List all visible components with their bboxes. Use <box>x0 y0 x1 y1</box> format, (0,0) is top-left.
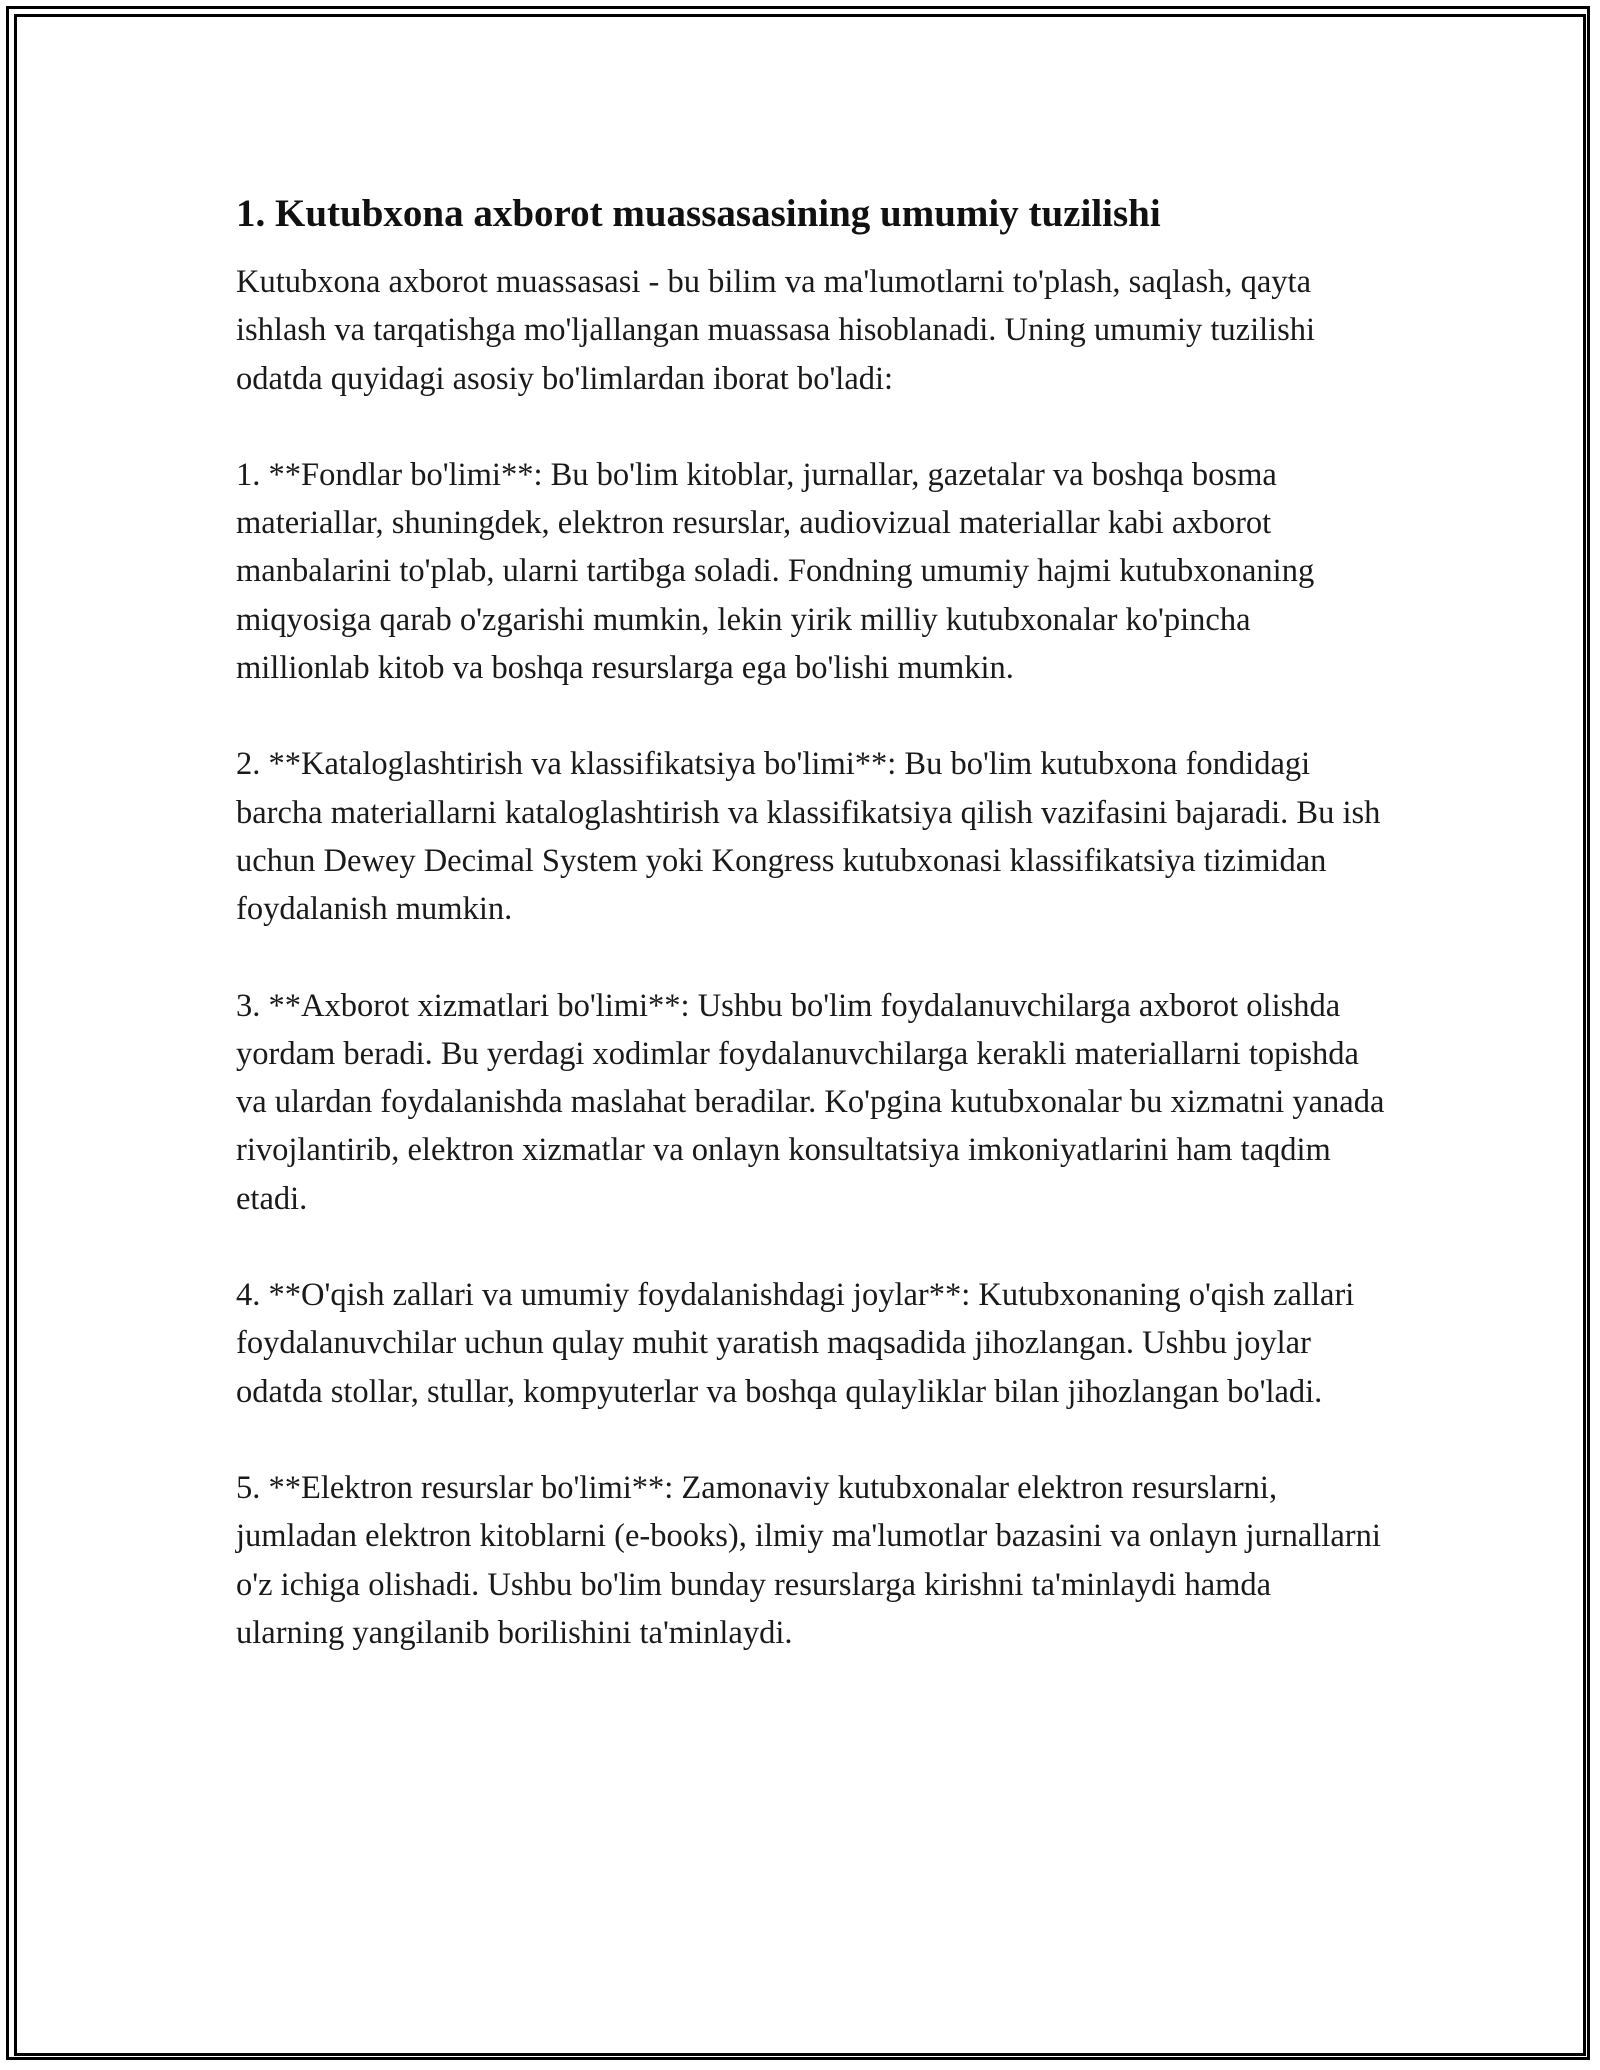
section-paragraph-4: 4. **O'qish zallari va umumiy foydalanishdagi joylar**: Kutubxonaning o'qish zallari foydalanuvchilar uchun qulay muhit yaratish maqsadida jihozlangan. Ushbu joylar odatda stollar, stullar, kompyuterlar va boshqa qulayliklar bilan jihozlangan bo'ladi. <box>236 1277 1355 1410</box>
section-paragraph-1: 1. **Fondlar bo'limi**: Bu bo'lim kitoblar, jurnallar, gazetalar va boshqa bosma materiallar, shuningdek, elektron resurslar, audiovizual materiallar kabi axborot manbalarini to'plab, ularni tartibga soladi. Fondning umumiy hajmi kutubxonaning miqyosiga qarab o'zgarishi mumkin, lekin yirik milliy kutubxonalar ko'pincha millionlab kitob va boshqa resurslarga ega bo'lishi mumkin. <box>236 456 1315 687</box>
document-title: 1. Kutubxona axborot muassasasining umumiy tuzilishi <box>236 192 1161 235</box>
intro-paragraph: Kutubxona axborot muassasasi - bu bilim va ma'lumotlarni to'plash, saqlash, qayta ishlash va tarqatishga mo'ljallangan muassasa hisoblanadi. Uning umumiy tuzilishi odatda quyidagi asosiy bo'limlardan iborat bo'ladi: <box>236 264 1316 397</box>
document-body <box>236 190 1386 1705</box>
section-paragraph-5: 5. **Elektron resurslar bo'limi**: Zamonaviy kutubxonalar elektron resurslarni, jumladan elektron kitoblarni (e-books), ilmiy ma'lumotlar bazasini va onlayn jurnallarni o'z ichiga olishadi. Ushbu bo'lim bunday resurslarga kirishni ta'minlaydi hamda ularning yangilanib borilishini ta'minlaydi. <box>236 1469 1381 1651</box>
section-paragraph-2: 2. **Kataloglashtirish va klassifikatsiya bo'limi**: Bu bo'lim kutubxona fondidagi barcha materiallarni kataloglashtirish va klassifikatsiya qilish vazifasini bajaradi. Bu ish uchun Dewey Decimal System yoki Kongress kutubxonasi klassifikatsiya tizimidan foydalanish mumkin. <box>236 746 1381 928</box>
section-paragraph-3: 3. **Axborot xizmatlari bo'limi**: Ushbu bo'lim foydalanuvchilarga axborot olishda yordam beradi. Bu yerdagi xodimlar foydalanuvchilarga kerakli materiallarni topishda va ulardan foydalanishda maslahat beradilar. Ko'pgina kutubxonalar bu xizmatni yanada rivojlantirib, elektron xizmatlar va onlayn konsultatsiya imkoniyatlarini ham taqdim etadi. <box>236 987 1385 1217</box>
